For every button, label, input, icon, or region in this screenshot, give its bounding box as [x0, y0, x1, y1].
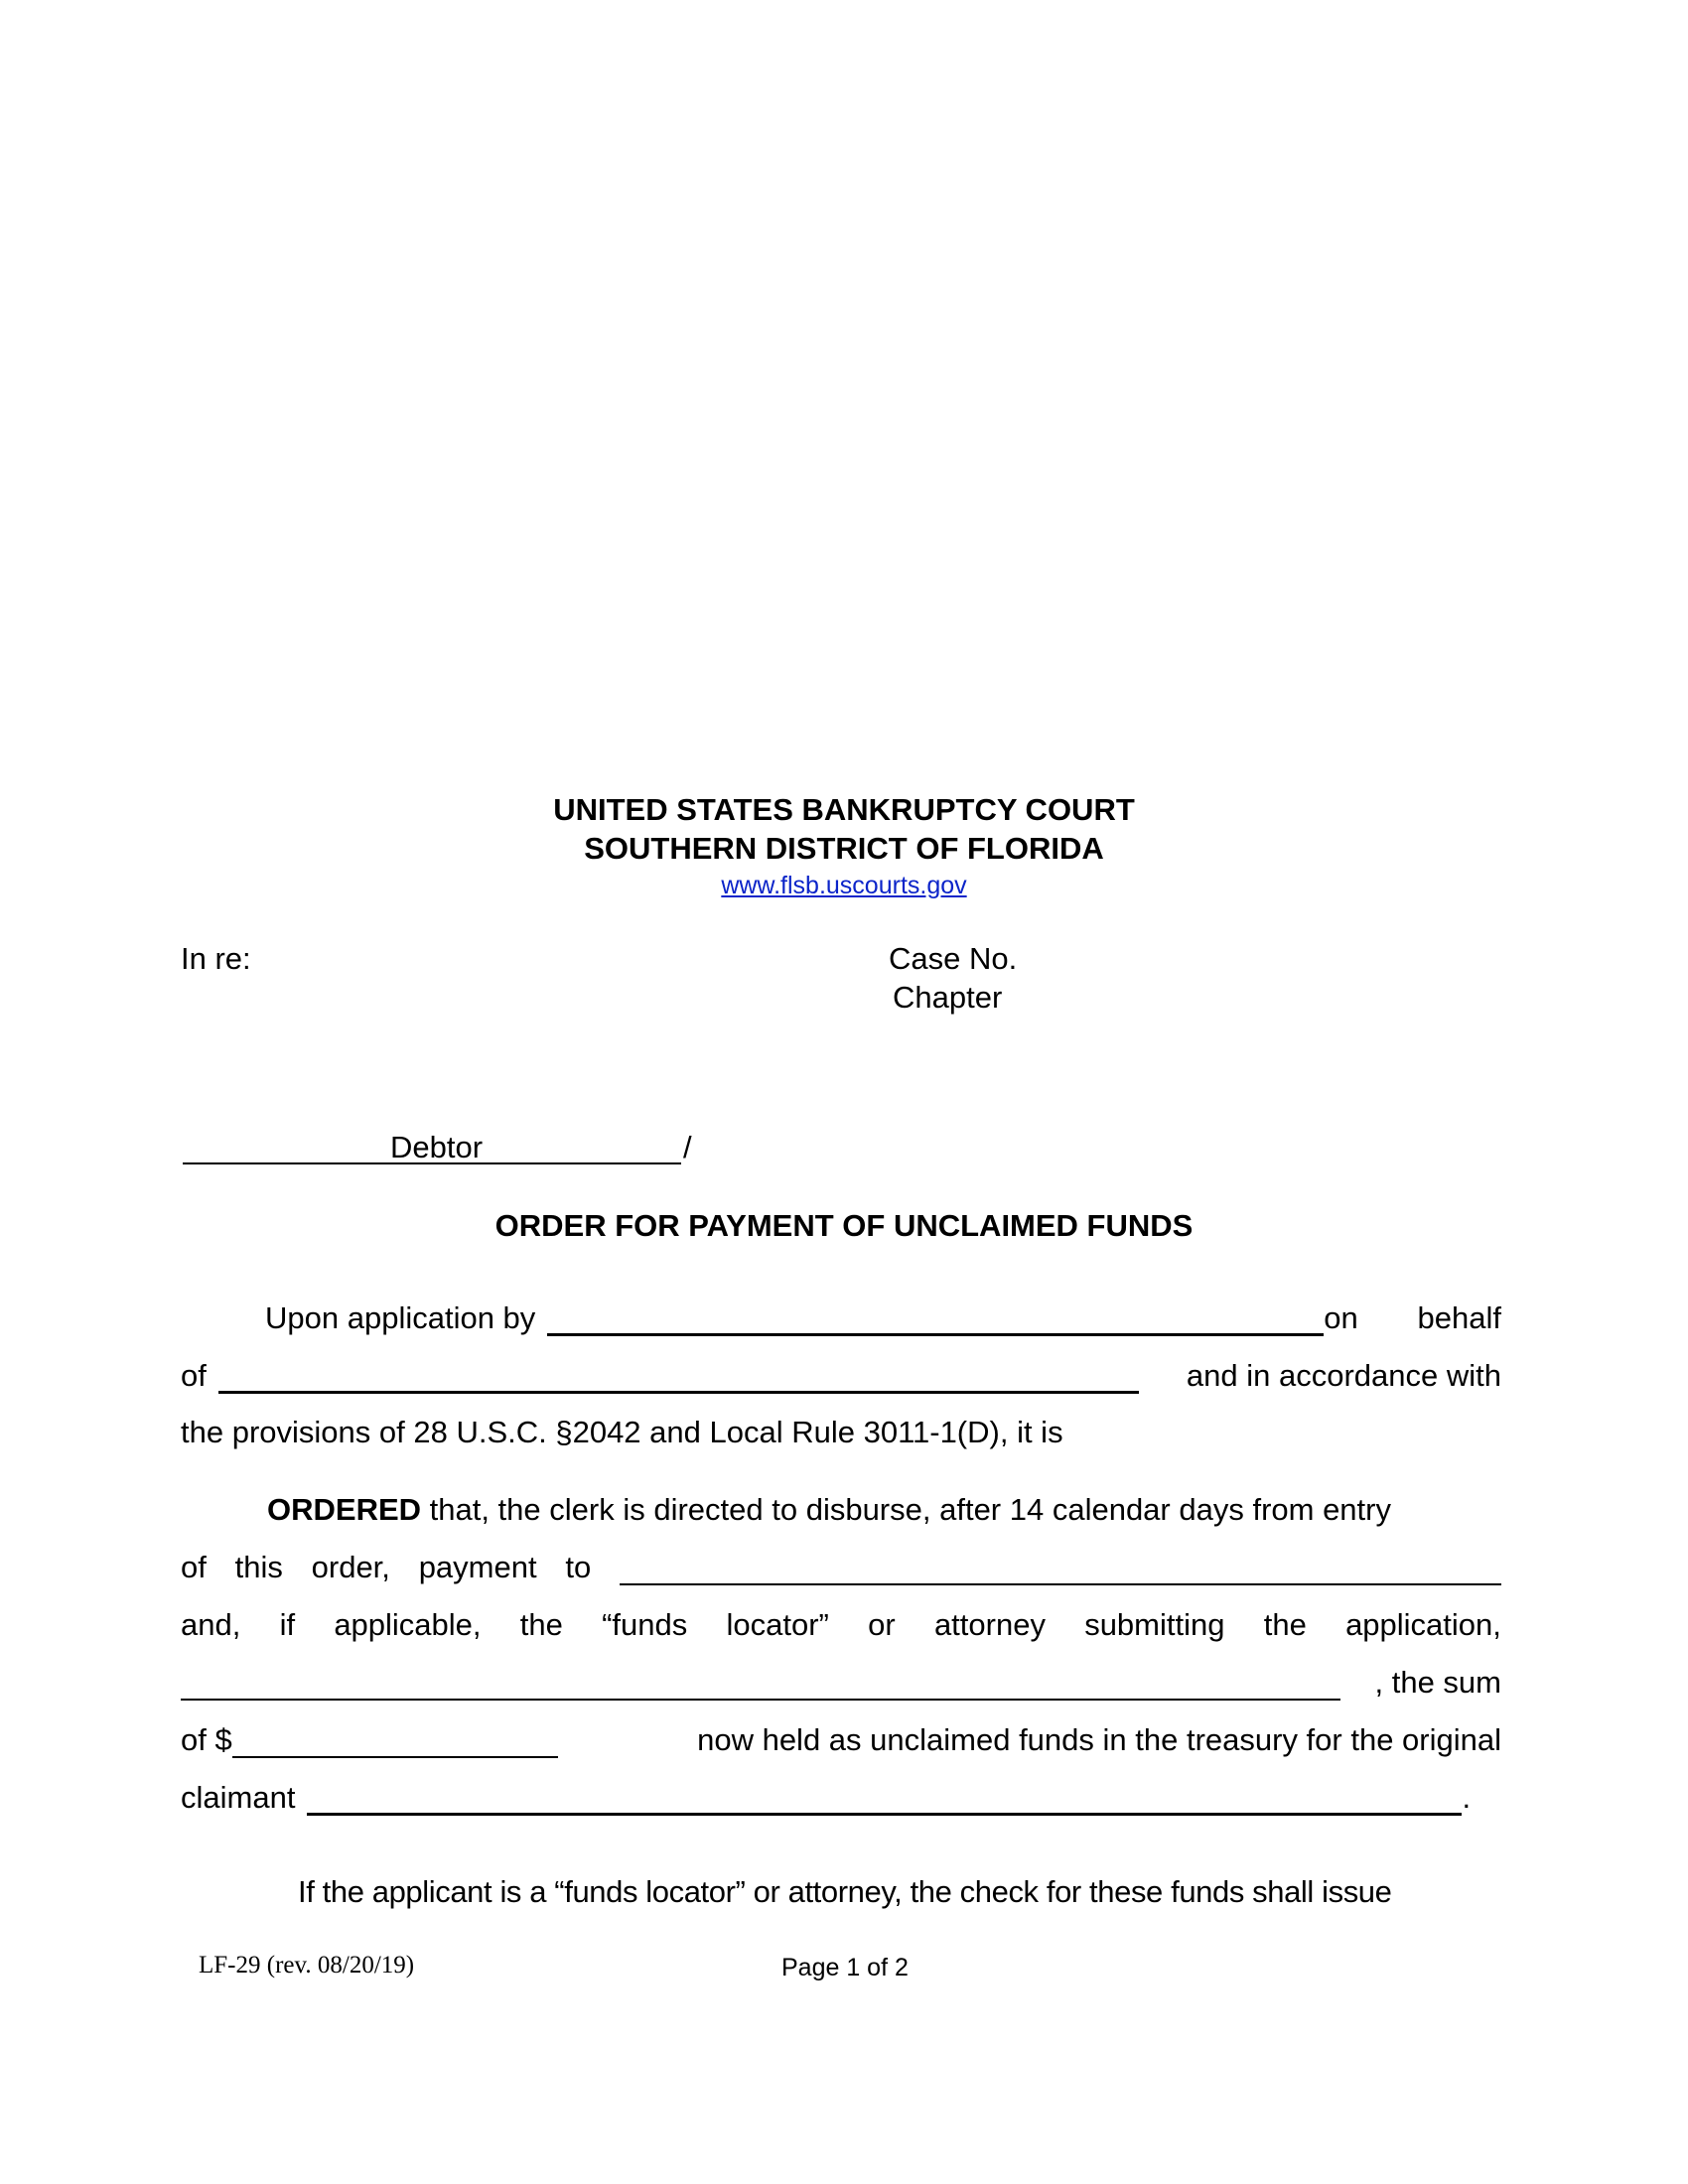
now-held-text: now held as unclaimed funds in the treasury for the original — [697, 1722, 1501, 1757]
funds-locator-paragraph: If the applicant is a “funds locator” or attorney, the check for these funds shall issue — [298, 1874, 1392, 1909]
chapter-label: Chapter — [893, 980, 1003, 1015]
word-to: to — [565, 1550, 592, 1584]
debtor-label: Debtor — [390, 1130, 484, 1164]
word-payment: payment — [418, 1550, 537, 1584]
claimant-text: claimant — [181, 1780, 296, 1815]
period-text: . — [1462, 1780, 1472, 1815]
of-dollar-text: of $ — [181, 1722, 232, 1757]
original-claimant-field[interactable] — [307, 1785, 1462, 1816]
word-of: of — [181, 1550, 207, 1584]
word-applicable: applicable, — [334, 1607, 482, 1642]
funds-locator-name-field[interactable] — [181, 1671, 1340, 1701]
word-if: if — [279, 1607, 296, 1642]
applicant-name-field[interactable] — [547, 1305, 1324, 1336]
form-number: LF-29 (rev. 08/20/19) — [199, 1952, 415, 1979]
word-this: this — [234, 1550, 283, 1584]
payee-name-field[interactable] — [620, 1556, 1501, 1585]
court-website-link[interactable]: www.flsb.uscourts.gov — [721, 872, 967, 899]
para2-line3 — [181, 1607, 1501, 1643]
ordered-rest-text: that, the clerk is directed to disburse, after 14 calendar days from entry — [421, 1492, 1391, 1527]
of-text: of — [181, 1358, 207, 1393]
word-locator: locator” — [726, 1607, 829, 1642]
behalf-of-name-field[interactable] — [218, 1363, 1139, 1394]
word-or: or — [868, 1607, 896, 1642]
and-in-accordance-text: and in accordance with — [1186, 1358, 1501, 1393]
behalf-text: behalf — [1417, 1300, 1501, 1335]
para2-line4 — [181, 1665, 1501, 1701]
para1-line2 — [181, 1358, 1501, 1394]
ordered-text: ORDERED — [267, 1492, 422, 1527]
para2-line5 — [181, 1722, 1501, 1758]
word-and: and, — [181, 1607, 241, 1642]
caption-slash: / — [683, 1130, 692, 1164]
word-application: application, — [1345, 1607, 1501, 1642]
para2-line2 — [181, 1550, 1501, 1585]
para2-line6 — [181, 1780, 1501, 1816]
page-number: Page 1 of 2 — [781, 1954, 909, 1981]
para2-line1 — [181, 1492, 1501, 1528]
word-the: the — [519, 1607, 563, 1642]
district-name: SOUTHERN DISTRICT OF FLORIDA — [584, 831, 1104, 866]
word-submitting: submitting — [1084, 1607, 1225, 1642]
in-re-label: In re: — [181, 941, 251, 976]
word-funds: “funds — [602, 1607, 688, 1642]
word-order: order, — [311, 1550, 390, 1584]
order-title: ORDER FOR PAYMENT OF UNCLAIMED FUNDS — [494, 1208, 1194, 1243]
on-text: on — [1324, 1300, 1358, 1335]
provisions-text: the provisions of 28 U.S.C. §2042 and Local Rule 3011-1(D), it is — [181, 1415, 1063, 1449]
word-attorney: attorney — [933, 1607, 1046, 1642]
comma-the-sum-text: , the sum — [1374, 1665, 1501, 1700]
case-no-label: Case No. — [889, 941, 1018, 976]
para1-line1 — [181, 1300, 1501, 1336]
amount-field[interactable] — [232, 1728, 558, 1758]
word-the-2: the — [1263, 1607, 1307, 1642]
court-name: UNITED STATES BANKRUPTCY COURT — [553, 792, 1135, 827]
upon-application-text: Upon application by — [265, 1300, 536, 1335]
